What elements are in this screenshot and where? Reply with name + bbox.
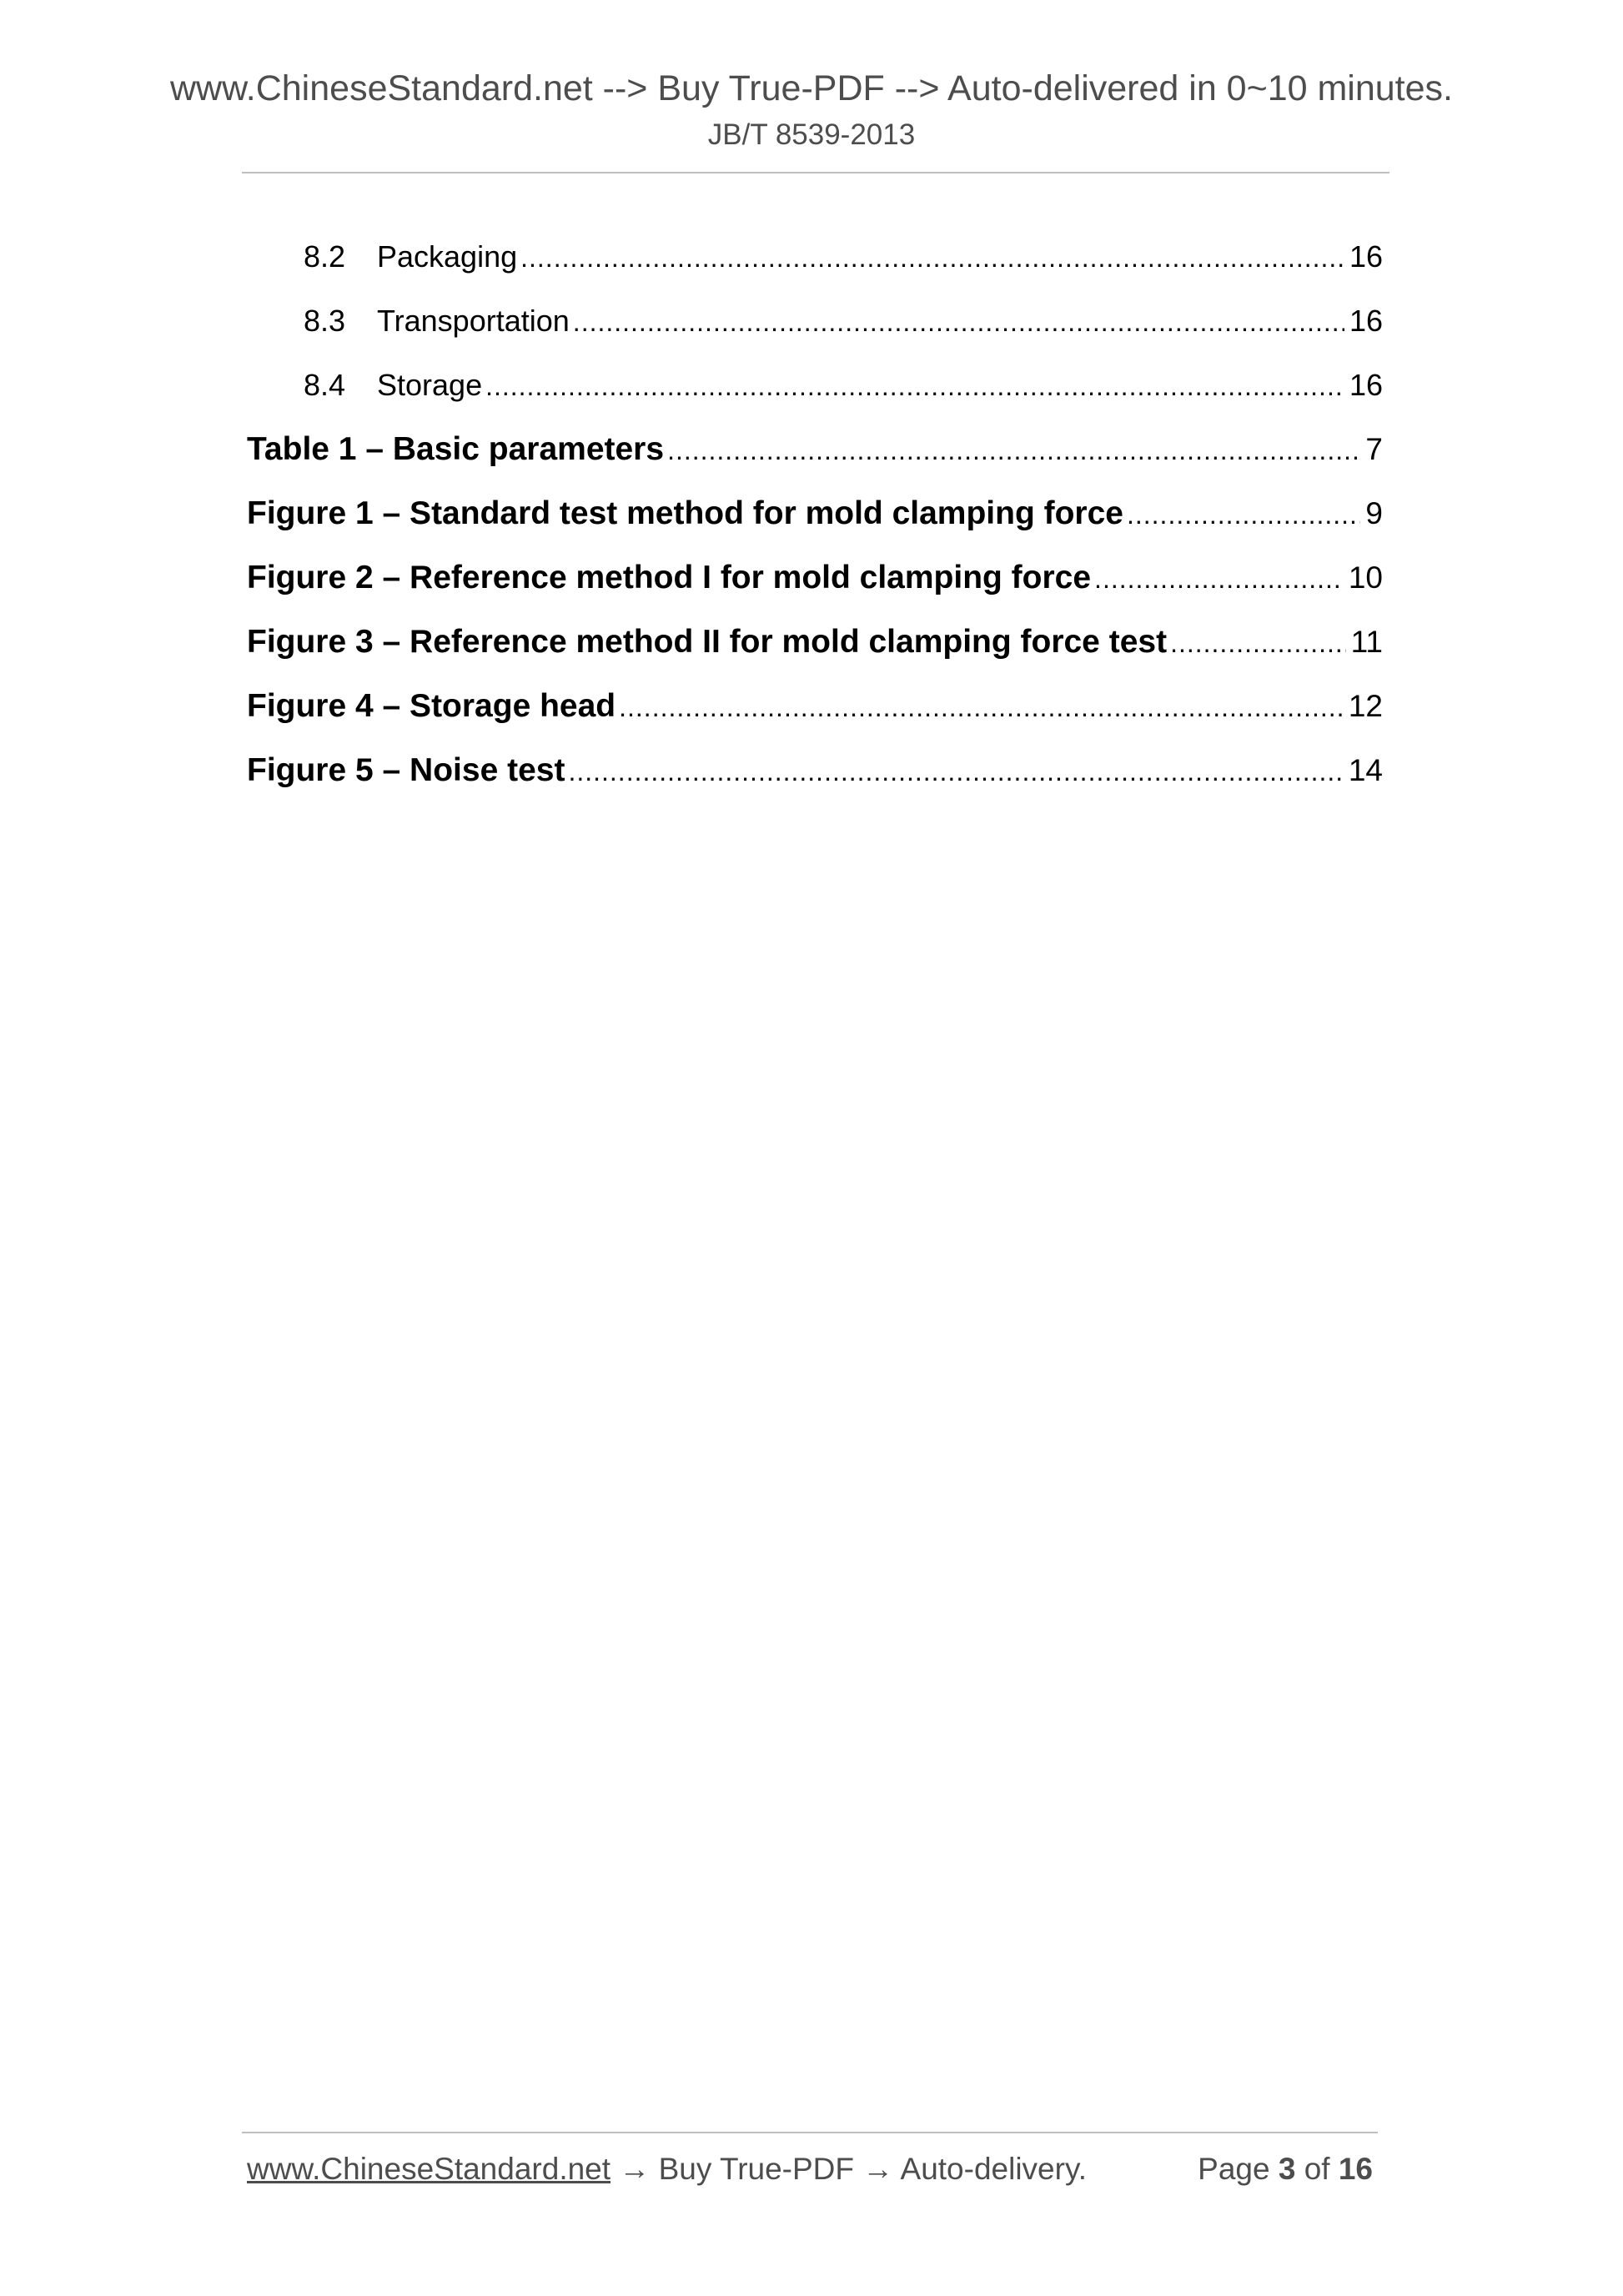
- toc-entry-title: Figure 5 – Noise test: [247, 752, 565, 788]
- page-current: 3: [1278, 2152, 1296, 2186]
- toc-entry-page: 10: [1348, 560, 1383, 595]
- toc-entry-figure-3[interactable]: [247, 617, 1383, 681]
- toc-entry-page: 12: [1348, 689, 1383, 723]
- toc-entry-storage[interactable]: [247, 360, 1383, 425]
- toc-entry-page: 9: [1365, 496, 1383, 530]
- toc-entry-title: Table 1 – Basic parameters: [247, 431, 665, 467]
- toc-dot-leader: [619, 682, 1344, 732]
- toc-dot-leader: [520, 233, 1344, 283]
- toc-entry-title: Figure 2 – Reference method I for mold clamping force: [247, 560, 1092, 595]
- toc-entry-figure-2[interactable]: [247, 553, 1383, 617]
- page-total: 16: [1338, 2152, 1373, 2186]
- header-divider: [242, 172, 1389, 173]
- footer-site-link[interactable]: www.ChineseStandard.net: [247, 2152, 611, 2186]
- toc-entry-page: 11: [1350, 625, 1383, 659]
- toc-dot-leader: [485, 361, 1344, 411]
- of-word: of: [1304, 2152, 1330, 2186]
- toc-entry-title: Transportation: [377, 304, 570, 338]
- toc-entry-number: 8.4: [304, 368, 346, 402]
- toc-entry-number: 8.2: [304, 239, 346, 274]
- header-banner: www.ChineseStandard.net --> Buy True-PDF --> Auto-delivered in 0~10 minutes.: [169, 68, 1453, 108]
- page-indicator: [1198, 2148, 1373, 2190]
- toc-entry-figure-4[interactable]: [247, 681, 1383, 746]
- toc-entry-packaging[interactable]: [247, 232, 1383, 296]
- toc-entry-page: 16: [1349, 368, 1383, 402]
- page-footer: [247, 2148, 1373, 2190]
- page-word: Page: [1198, 2152, 1270, 2186]
- toc-entry-title: Packaging: [377, 239, 518, 274]
- document-code: JB/T 8539-2013: [707, 118, 916, 151]
- footer-tagline: → Buy True-PDF → Auto-delivery.: [611, 2152, 1087, 2186]
- toc-entry-page: 16: [1349, 304, 1383, 338]
- toc-dot-leader: [1170, 618, 1346, 668]
- toc-entry-transportation[interactable]: [247, 296, 1383, 360]
- toc-entry-title: Figure 4 – Storage head: [247, 688, 616, 724]
- footer-divider: [242, 2132, 1378, 2133]
- toc-entry-figure-1[interactable]: [247, 489, 1383, 553]
- toc-dot-leader: [1127, 490, 1360, 540]
- table-of-contents: [247, 232, 1383, 810]
- toc-entry-title: Storage: [377, 368, 483, 402]
- toc-dot-leader: [568, 746, 1343, 796]
- toc-dot-leader: [1094, 554, 1344, 604]
- toc-dot-leader: [667, 425, 1360, 475]
- toc-entry-table-1[interactable]: [247, 425, 1383, 489]
- toc-entry-page: 7: [1365, 432, 1383, 466]
- toc-entry-number: 8.3: [304, 304, 346, 338]
- toc-entry-figure-5[interactable]: [247, 746, 1383, 810]
- toc-dot-leader: [573, 297, 1344, 347]
- toc-entry-page: 16: [1349, 239, 1383, 274]
- toc-entry-page: 14: [1348, 753, 1383, 787]
- toc-entry-title: Figure 3 – Reference method II for mold clamping force test: [247, 624, 1168, 660]
- toc-entry-title: Figure 1 – Standard test method for mold clamping force: [247, 495, 1123, 531]
